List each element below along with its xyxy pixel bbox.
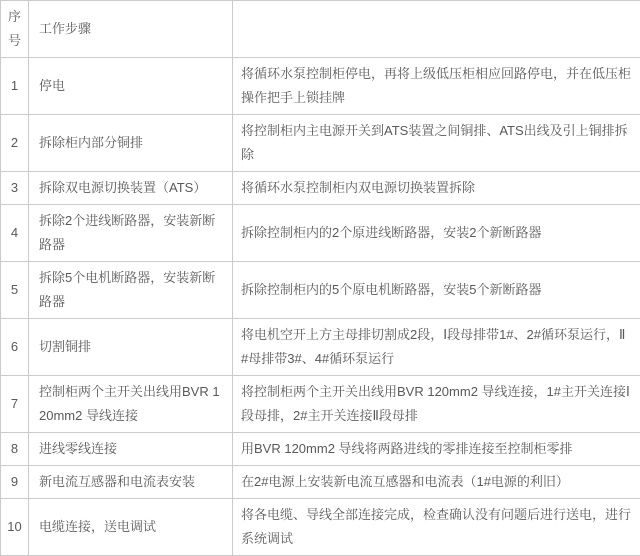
row-step-detail: 将控制柜内主电源开关到ATS装置之间铜排、ATS出线及引上铜排拆除 xyxy=(233,115,640,172)
row-step-name: 拆除柜内部分铜排 xyxy=(29,115,233,172)
row-step-detail: 在2#电源上安装新电流互感器和电流表（1#电源的利旧） xyxy=(233,466,640,499)
row-step-detail: 用BVR 120mm2 导线将两路进线的零排连接至控制柜零排 xyxy=(233,433,640,466)
header-row xyxy=(1,1,640,58)
row-step-detail: 将循环水泵控制柜停电，再将上级低压柜相应回路停电，并在低压柜操作把手上锁挂牌 xyxy=(233,58,640,115)
row-number: 9 xyxy=(1,466,29,499)
row-step-name: 进线零线连接 xyxy=(29,433,233,466)
row-number: 2 xyxy=(1,115,29,172)
header-cell-step: 工作步骤 xyxy=(29,1,233,58)
row-number: 8 xyxy=(1,433,29,466)
table-row xyxy=(1,262,640,319)
table-row xyxy=(1,205,640,262)
table-row xyxy=(1,172,640,205)
row-step-detail: 将电机空开上方主母排切割成2段，Ⅰ段母排带1#、2#循环泵运行，Ⅱ#母排带3#、4#循环泵运行 xyxy=(233,319,640,376)
row-step-detail: 将循环水泵控制柜内双电源切换装置拆除 xyxy=(233,172,640,205)
row-number: 4 xyxy=(1,205,29,262)
row-number: 10 xyxy=(1,499,29,556)
row-step-name: 停电 xyxy=(29,58,233,115)
header-cell-detail xyxy=(233,1,640,58)
row-step-detail: 拆除控制柜内的2个原进线断路器，安装2个新断路器 xyxy=(233,205,640,262)
row-number: 6 xyxy=(1,319,29,376)
row-step-detail: 将控制柜两个主开关出线用BVR 120mm2 导线连接，1#主开关连接Ⅰ段母排，2#主开关连接Ⅱ段母排 xyxy=(233,376,640,433)
row-step-name: 控制柜两个主开关出线用BVR 120mm2 导线连接 xyxy=(29,376,233,433)
table-row xyxy=(1,58,640,115)
table-row xyxy=(1,466,640,499)
row-number: 7 xyxy=(1,376,29,433)
header-cell-number: 序号 xyxy=(1,1,29,58)
row-step-name: 电缆连接，送电调试 xyxy=(29,499,233,556)
table-row xyxy=(1,319,640,376)
table-row xyxy=(1,499,640,556)
row-step-name: 拆除双电源切换装置（ATS） xyxy=(29,172,233,205)
row-step-name: 切割铜排 xyxy=(29,319,233,376)
table-header xyxy=(1,1,640,58)
row-step-name: 拆除2个进线断路器，安装新断路器 xyxy=(29,205,233,262)
row-step-detail: 拆除控制柜内的5个原电机断路器，安装5个新断路器 xyxy=(233,262,640,319)
row-number: 3 xyxy=(1,172,29,205)
row-number: 1 xyxy=(1,58,29,115)
row-step-detail: 将各电缆、导线全部连接完成，检查确认没有问题后进行送电，进行系统调试 xyxy=(233,499,640,556)
row-number: 5 xyxy=(1,262,29,319)
row-step-name: 拆除5个电机断路器，安装新断路器 xyxy=(29,262,233,319)
table-row xyxy=(1,433,640,466)
table-row xyxy=(1,376,640,433)
row-step-name: 新电流互感器和电流表安装 xyxy=(29,466,233,499)
table-body xyxy=(1,58,640,556)
table-row xyxy=(1,115,640,172)
